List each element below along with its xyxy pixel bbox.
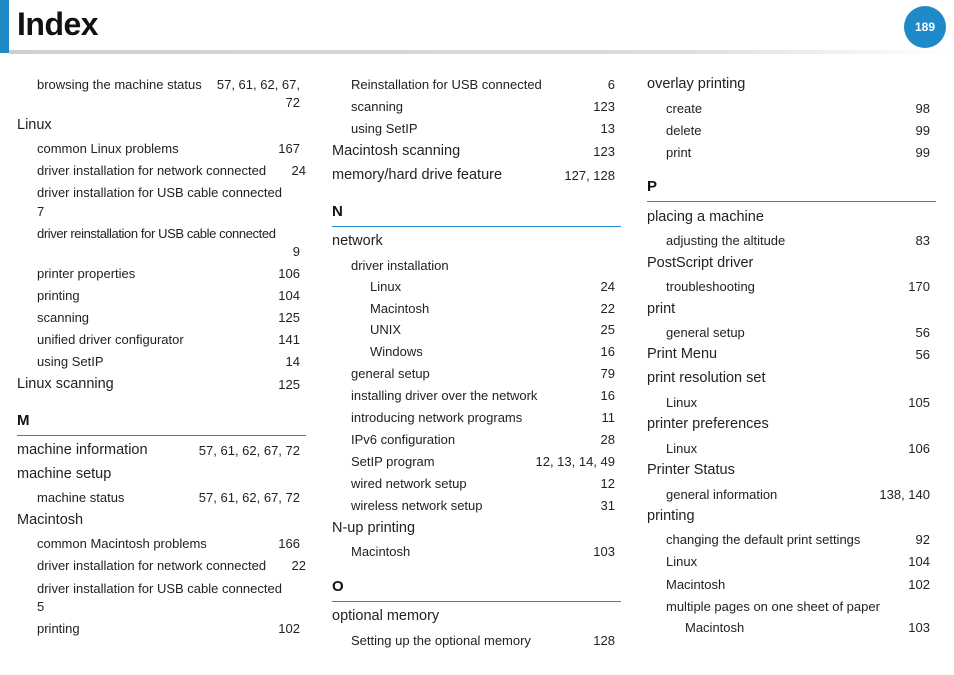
section-divider	[332, 601, 621, 602]
page-title: Index	[17, 6, 99, 42]
section-letter-n: N	[332, 203, 343, 220]
section-letter-o: O	[332, 578, 344, 595]
index-entry: browsing the machine status 57, 61, 62, 67, 72	[37, 77, 300, 110]
section-divider	[647, 201, 936, 202]
section-letter-p: P	[647, 178, 658, 195]
section-divider	[332, 226, 621, 227]
page-number-badge: 189	[904, 6, 946, 48]
title-accent-bar	[0, 0, 9, 53]
section-letter-m: M	[17, 412, 30, 429]
section-divider	[17, 435, 306, 436]
header-divider	[9, 50, 954, 54]
